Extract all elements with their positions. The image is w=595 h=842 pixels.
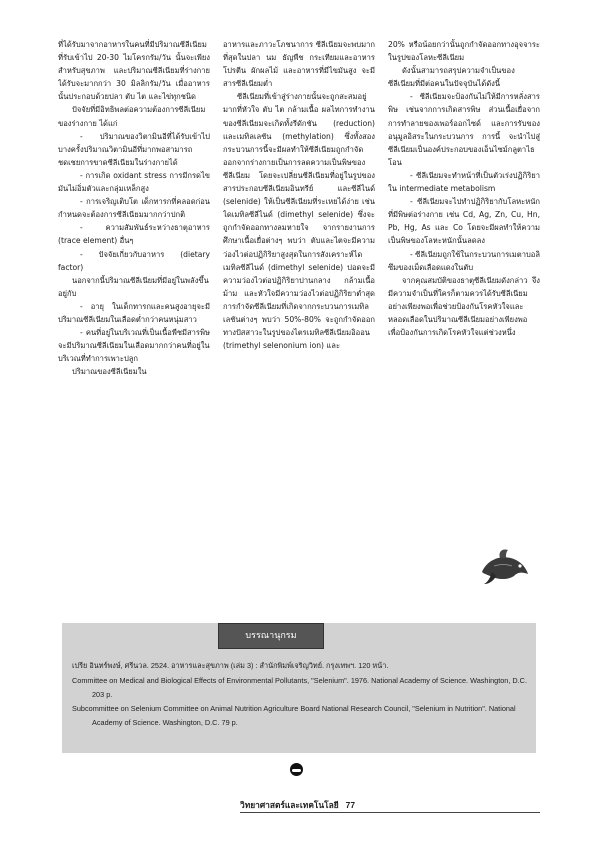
paragraph: - การเกิด oxidant stress การมีกรดไขมันไม่อิ่มตัวและกลุ่มเหล็กสูง	[58, 170, 210, 194]
page-number: 77	[345, 800, 355, 810]
paragraph: - ปัจจัยเกี่ยวกับอาหาร (dietary factor)	[58, 249, 210, 272]
paragraph: ซีลีเนียมที่เข้าสู่ร่างกายนั้นจะถูกสะสมอยู่มากที่หัวใจ ตับ ไต กล้ามเนื้อ ผลไทการทำงานของซีลีเนียมจะเกิดทั้งรีดักชัน (reduction) และเมทิลเลชัน (methylation) ซึ่งทั้งสองกระบวนการนี้จะมีผลทำให้ซีลีเนียมถูกกำจัดออกจากร่างกายเป็นการลดความเป็นพิษของซีลีเนียม โดยจะเปลี่ยนซีลีเนียมที่อยู่ในรูปของสารประกอบซีลีเนียมอินทรีย์ และซีลีไนด์ (selenide) ให้เป็นซีลีเนียมที่ระเหยได้ง่าย เช่นไดเมทิลซีลีไนด์ (dimethyl selenide) ซึ่งจะถูกกำจัดออกทางลมหายใจ จากรายงานการศึกษาเนื้อเยื่อต่างๆ พบว่า ตับและไตจะมีความว่องไวต่อปฏิกิริยาสูงสุดในการสังเคราะห์ไดเมทิลซีลีไนด์ (dimethyl selenide) ปอดจะมีความว่องไวต่อปฏิกิริยาปานกลาง กล้ามเนื้อ ม้าม และหัวใจมีความว่องไวต่อปฏิกิริยาต่ำสุด การกำจัดซีลีเนียมที่เกิดจากกระบวนการเมทิลเลชันต่างๆ พบว่า 50%-80% จะถูกกำจัดออกทางปัสสาวะในรูปของไตรเมทิลซีลีเนียมอิออน (trimethyl selenonium ion) และ	[223, 92, 375, 351]
footer-rule	[240, 812, 540, 813]
paragraph: - ปริมาณของวิตามินอีที่ได้รับเข้าไป บางครั้งปริมาณวิตามินอีที่มากพอสามารถชดเชยการขาดซีลีเนียมในร่างกายได้	[58, 131, 210, 167]
bibliography-heading: บรรณานุกรม	[218, 623, 324, 649]
bibliography-box	[62, 623, 536, 753]
text-column-2	[223, 38, 375, 594]
reference-item: Subcommittee on Selenium Committee on Animal Nutrition Agriculture Board National Research Council, "Selenium in Nutrition". National Academy of Science. Washington, D.C. 79 p.	[72, 704, 516, 728]
page-footer	[240, 798, 540, 812]
paragraph: - คนที่อยู่ในบริเวณที่เป็นเนื้อพืชมีสารพิษ จะมีปริมาณซีลีเนียมในเลือดมากกว่าคนที่อยู่ในบริเวณที่ทำการเพาะปลูก	[58, 328, 210, 364]
paragraph: นอกจากนี้ปริมาณซีลีเนียมที่มีอยู่ในพลังขึ้นอยู่กับ	[58, 275, 209, 298]
fish-illustration	[478, 546, 530, 586]
paragraph: จากคุณสมบัติของธาตุซีลีเนียมดังกล่าว จึงมีความจำเป็นที่ใครก็ตามควรได้รับซีลีเนียมอย่างเพียงพอเพื่อช่วยป้องกันโรคหัวใจและหลอดเลือดในปริมาณซีลีเนียมอย่างเพียงพอ เพื่อป้องกันการเกิดโรคหัวใจแต่ช่วงหนึ่ง	[388, 275, 540, 338]
paragraph: - ความสัมพันธ์ระหว่างธาตุอาหาร (trace element) อื่นๆ	[58, 223, 210, 246]
paragraph: - ซีลีเนียมจะป้องกันไม่ให้มีการหลั่งสารพิษ เช่นจากการเกิดสารพิษ ส่วนเนื้อเยื่อจากการทำลายของเพอร์ออกไซด์ และการรับของอนุมูลอิสระในกระบวนการ การนี้ จะนำไปสู่ซีลีเนียมเป็นองค์ประกอบของเอ็นไซม์กลูตาไธโอน	[388, 92, 540, 167]
paragraph: ดังนั้นสามารถสรุปความจำเป็นของซีลีเนียมที่มีต่อคนในปัจจุบันได้ดังนี้	[388, 66, 515, 89]
paragraph: - ซีลีเนียมถูกใช้ในกระบวนการเมตาบอลิซึมของเม็ดเลือดแดงในตับ	[388, 249, 540, 272]
text-column-1	[58, 38, 210, 594]
reference-item: เปรีย อินทร์พงษ์, ศรีนวล. 2524. อาหารและสุขภาพ (เล่ม 3) : สำนักพิมพ์เจริญวิทย์. กรุงเทพฯ. 120 หน้า.	[72, 661, 389, 670]
paragraph: - อายุ ในเด็กทารกและคนสูงอายุจะมีปริมาณซีลีเนียมในเลือดต่ำกว่าคนหนุ่มสาว	[58, 301, 210, 324]
paragraph: - ซีลีเนียมจะทำหน้าที่เป็นตัวเร่งปฏิกิริยาใน intermediate metabolism	[388, 170, 540, 194]
paragraph: ปริมาณของซีลีเนียมใน	[72, 367, 147, 377]
paragraph: ที่ได้รับมาจากอาหารในคนที่มีปริมาณซีลีเนียมที่รับเข้าไป 20-30 ไมโครกรัม/วัน นั้นจะเพียงสำหรับสุขภาพ และปริมาณซีลีเนียมที่ร่างกายได้รับจะมากกว่า 30 มิลลิกรัม/วัน เมื่ออาหารนั้นประกอบด้วยปลา ตับ ไต และไข่ทุกชนิด	[58, 40, 210, 102]
paragraph: อาหารและภาวะโภชนาการ ซีลีเนียมจะพบมากที่สุดในปลา นม ธัญพืช กระเทียมและอาหารโปรตีน ผักผลไม้ และอาหารที่มีไขมันสูง จะมีสารซีลีเนียมต่ำ	[223, 40, 375, 89]
journal-name: วิทยาศาสตร์และเทคโนโลยี	[240, 800, 339, 810]
reference-item: Committee on Medical and Biological Effects of Environmental Pollutants, "Selenium". 1976. National Academy of Science. Washington, D.C. 203 p.	[72, 675, 527, 699]
bibliography-list	[72, 659, 530, 731]
paragraph: 20% หรือน้อยกว่านั้นถูกกำจัดออกทางอุจจาระในรูปของโลหะซีลีเนียม	[388, 40, 540, 63]
paragraph: ปัจจัยที่มีอิทธิพลต่อความต้องการซีลีเนียมของร่างกาย ได้แก่	[58, 105, 206, 128]
paragraph: - การเจริญเติบโต เด็กทารกที่คลอดก่อนกำหนดจะต้องการซีลีเนียมมากกว่าปกติ	[58, 197, 210, 220]
page-ornament-icon	[290, 763, 303, 776]
article-body	[58, 38, 540, 594]
paragraph: - ซีลีเนียมจะไปทำปฏิกิริยากับโลหะหนักที่มีพิษต่อร่างกาย เช่น Cd, Ag, Zn, Cu, Hn, Pb, Hg, As และ Co โดยจะมีผลทำให้ความเป็นพิษของโลหะหนักนั้นลดลง	[388, 197, 540, 246]
text-column-3	[388, 38, 540, 594]
